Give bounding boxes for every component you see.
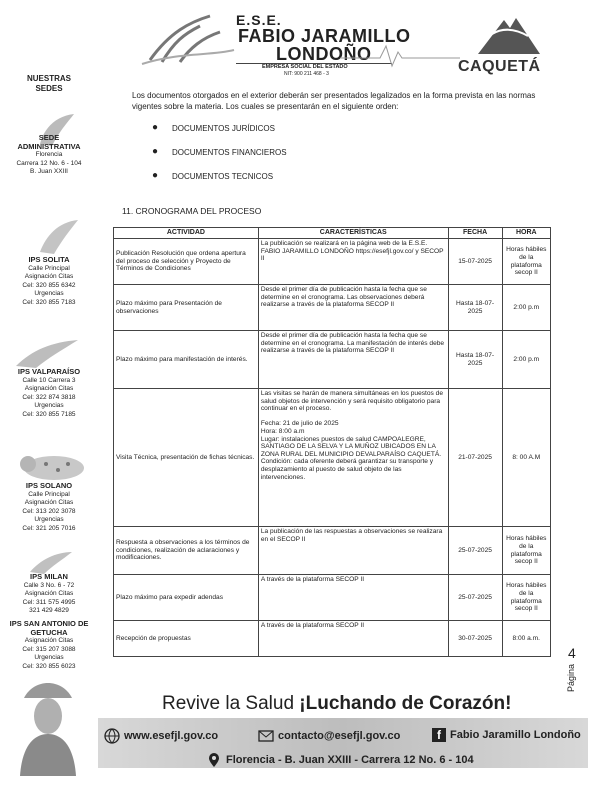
document-list — [152, 124, 287, 196]
table-row — [114, 285, 551, 331]
list-item — [152, 148, 287, 172]
website-link[interactable]: www.esefjl.gov.co — [124, 730, 219, 742]
list-item-text: DOCUMENTOS FINANCIEROS — [172, 148, 287, 157]
email-link[interactable]: contacto@esefjl.gov.co — [278, 730, 401, 742]
sede-line: Cel: 321 205 7016 — [22, 524, 76, 532]
sede-line: Asignación Citas — [24, 590, 74, 597]
sede-line: Cel: 320 855 7185 — [22, 410, 76, 418]
facebook-link[interactable]: Fabio Jaramillo Londoño — [450, 729, 581, 741]
cell-actividad: Visita Técnica, presentación de fichas técnicas. — [114, 389, 259, 527]
sede-line: Cel: 320 855 6342 — [22, 281, 76, 289]
intro-paragraph: Los documentos otorgados en el exterior deberán ser presentados legalizados en la forma prevista en las normas vigentes sobre la materia. Los cuales se presentarán en el siguiente orden: — [132, 91, 536, 111]
slogan — [162, 693, 511, 715]
sede-line: Cel: 315 207 3088 — [22, 645, 76, 653]
footer-address — [206, 752, 474, 768]
table-row — [114, 527, 551, 575]
table-row — [114, 389, 551, 527]
sede-line: B. Juan XXIII — [30, 168, 68, 175]
cell-hora: 2:00 p.m — [502, 285, 550, 331]
cell-caracteristicas: La publicación de las respuestas a observaciones se realizara en el SECOP II — [258, 527, 448, 575]
sede-line: Calle Principal — [28, 490, 70, 498]
cell-caracteristicas: Desde el primer día de publicación hasta la fecha que se determine en el cronograma. Las observaciones deberá realizarse a través de la plataforma SECOP II — [258, 285, 448, 331]
sede-administrativa — [0, 134, 98, 177]
cell-fecha: Hasta 18-07-2025 — [448, 331, 502, 389]
cell-caracteristicas: A través de la plataforma SECOP II — [258, 575, 448, 621]
cell-fecha: Hasta 18-07-2025 — [448, 285, 502, 331]
page-label: Página — [566, 663, 576, 692]
table-row — [114, 621, 551, 657]
cell-caracteristicas: A través de la plataforma SECOP II — [258, 621, 448, 657]
slogan-bold: ¡Luchando de Corazón! — [299, 693, 512, 714]
address-text: Florencia - B. Juan XXIII - Carrera 12 No. 6 - 104 — [226, 754, 474, 766]
sede-line: Urgencias — [34, 402, 64, 409]
footer-facebook[interactable] — [432, 728, 581, 742]
cell-actividad: Publicación Resolución que ordena apertura del proceso de selección y Proyecto de Términos de Condiciones — [114, 239, 259, 285]
sede-line: 321 429 4829 — [29, 607, 69, 614]
list-item-text: DOCUMENTOS JURÍDICOS — [172, 124, 275, 133]
page-number: 4 — [568, 645, 576, 661]
cell-fecha: 25-07-2025 — [448, 527, 502, 575]
org-nit: NIT: 900 211 468 - 3 — [284, 71, 329, 77]
cell-caracteristicas: Desde el primer día de publicación hasta la fecha que se determine en el cronograma. La manifestación de interés debe realizarse a través de la plataforma SECOP II — [258, 331, 448, 389]
cell-hora: 2:00 p.m — [502, 331, 550, 389]
parrot-icon — [12, 330, 82, 370]
parrot-icon — [26, 548, 76, 574]
footer-email[interactable] — [258, 728, 400, 744]
sede-solita — [0, 256, 98, 307]
facebook-icon: f — [432, 728, 446, 742]
sede-line: Asignación Citas — [24, 273, 74, 280]
table-row — [114, 331, 551, 389]
sede-line: Urgencias — [34, 516, 64, 523]
col-header-fecha: FECHA — [448, 228, 502, 239]
table-header-row — [114, 228, 551, 239]
sede-valparaiso — [0, 368, 98, 419]
sede-line: Asignación Citas — [24, 499, 74, 506]
caqueta-logo-text: CAQUETÁ — [458, 58, 541, 75]
table-row — [114, 575, 551, 621]
cell-hora: Horas hábiles de la plataforma secop II — [502, 239, 550, 285]
bullet-icon: ● — [152, 122, 159, 133]
footer-website[interactable] — [104, 728, 218, 744]
sede-line: Calle 3 No. 6 - 72 — [23, 581, 75, 589]
sede-line: Calle 10 Carrera 3 — [22, 376, 76, 384]
org-name-line1: FABIO JARAMILLO — [238, 26, 411, 46]
cell-hora: 8: 00 A.M — [502, 389, 550, 527]
sede-title: IPS SOLITA — [28, 255, 70, 264]
sede-line: Cel: 322 874 3818 — [22, 393, 76, 401]
sede-title: SEDE ADMINISTRATIVA — [17, 133, 81, 151]
bullet-icon: ● — [152, 146, 159, 157]
sede-line: Cel: 313 202 3078 — [22, 507, 76, 515]
sede-line: Asignación Citas — [24, 385, 74, 392]
sede-line: Cel: 311 575 4995 — [22, 598, 76, 606]
cell-fecha: 30-07-2025 — [448, 621, 502, 657]
cell-actividad: Plazo máximo para expedir adendas — [114, 575, 259, 621]
sede-milan — [0, 573, 98, 616]
sidebar-sedes — [0, 70, 98, 94]
cell-fecha: 21-07-2025 — [448, 389, 502, 527]
cell-actividad: Recepción de propuestas — [114, 621, 259, 657]
org-name-line2: LONDOÑO — [276, 44, 372, 64]
sede-title: IPS MILAN — [30, 572, 68, 581]
globe-icon — [104, 728, 120, 744]
cell-hora: Horas hábiles de la plataforma secop II — [502, 527, 550, 575]
envelope-icon — [258, 728, 274, 744]
table-row — [114, 239, 551, 285]
sede-san-antonio — [0, 620, 98, 671]
sede-line: Calle Principal — [28, 264, 70, 272]
cell-fecha: 15-07-2025 — [448, 239, 502, 285]
cell-caracteristicas: Las visitas se harán de manera simultáneas en los puestos de salud objetos de intervención y será requisito obligatorio para continuar en el proceso. Fecha: 21 de julio de 2025 Hora: 8:00 a.m Lugar: instalaciones puestos de salud CAMPOALEGRE, SANTIAGO DE LA SELVA Y LA MUÑOZ UBICADOS EN LA ZONA RURAL DEL MUNICIPIO DEVALPARAÍSO CAQUETÁ. Condición: cada oferente deberá garantizar su transporte y desplazamiento al puesto de salud objeto de las intervenciones. — [258, 389, 448, 527]
heartbeat-line-icon — [340, 40, 460, 70]
col-header-hora: HORA — [502, 228, 550, 239]
location-pin-icon — [206, 752, 222, 768]
sede-title: IPS SAN ANTONIO DE GETUCHA — [9, 619, 89, 637]
sede-line: Asignación Citas — [24, 637, 74, 644]
sede-line: Cel: 320 855 6023 — [22, 662, 76, 670]
cell-caracteristicas: La publicación se realizará en la página web de la E.S.E. FABIO JARAMILLO LONDOÑO https://esefjl.gov.co/ y SECOP II — [258, 239, 448, 285]
indigenous-woman-illustration — [14, 676, 82, 776]
caqueta-mountain-icon — [474, 14, 544, 56]
list-item — [152, 172, 287, 196]
cell-actividad: Plazo máximo para Presentación de observaciones — [114, 285, 259, 331]
sidebar-heading: NUESTRAS SEDES — [26, 74, 71, 93]
cell-hora: 8:00 a.m. — [502, 621, 550, 657]
bullet-icon: ● — [152, 170, 159, 181]
sede-line: Urgencias — [34, 290, 64, 297]
org-prefix: E.S.E. — [236, 12, 282, 28]
sede-line: Florencia — [35, 151, 63, 158]
cell-hora: Horas hábiles de la plataforma secop II — [502, 575, 550, 621]
list-item-text: DOCUMENTOS TECNICOS — [172, 172, 274, 181]
sede-title: IPS SOLANO — [25, 481, 73, 490]
sede-line: Cel: 320 855 7183 — [22, 298, 76, 306]
sede-title: IPS VALPARAÍSO — [17, 367, 81, 376]
col-header-actividad: ACTIVIDAD — [114, 228, 259, 239]
sede-line: Carrera 12 No. 6 - 104 — [16, 159, 82, 167]
cell-actividad: Plazo máximo para manifestación de interés. — [114, 331, 259, 389]
slogan-normal: Revive la Salud — [162, 693, 300, 714]
sede-solano — [0, 482, 98, 533]
sede-line: Urgencias — [34, 654, 64, 661]
signature-logo-icon — [140, 12, 236, 70]
cronograma-table — [113, 227, 551, 657]
list-item — [152, 124, 287, 148]
cell-actividad: Respuesta a observaciones a los términos de condiciones, realización de aclaraciones y modificaciones. — [114, 527, 259, 575]
section-title: 11. CRONOGRAMA DEL PROCESO — [122, 206, 262, 216]
parrot-icon — [34, 212, 84, 256]
col-header-caracteristicas: CARACTERÍSTICAS — [258, 228, 448, 239]
cell-fecha: 25-07-2025 — [448, 575, 502, 621]
org-subtitle: EMPRESA SOCIAL DEL ESTADO — [262, 64, 348, 70]
